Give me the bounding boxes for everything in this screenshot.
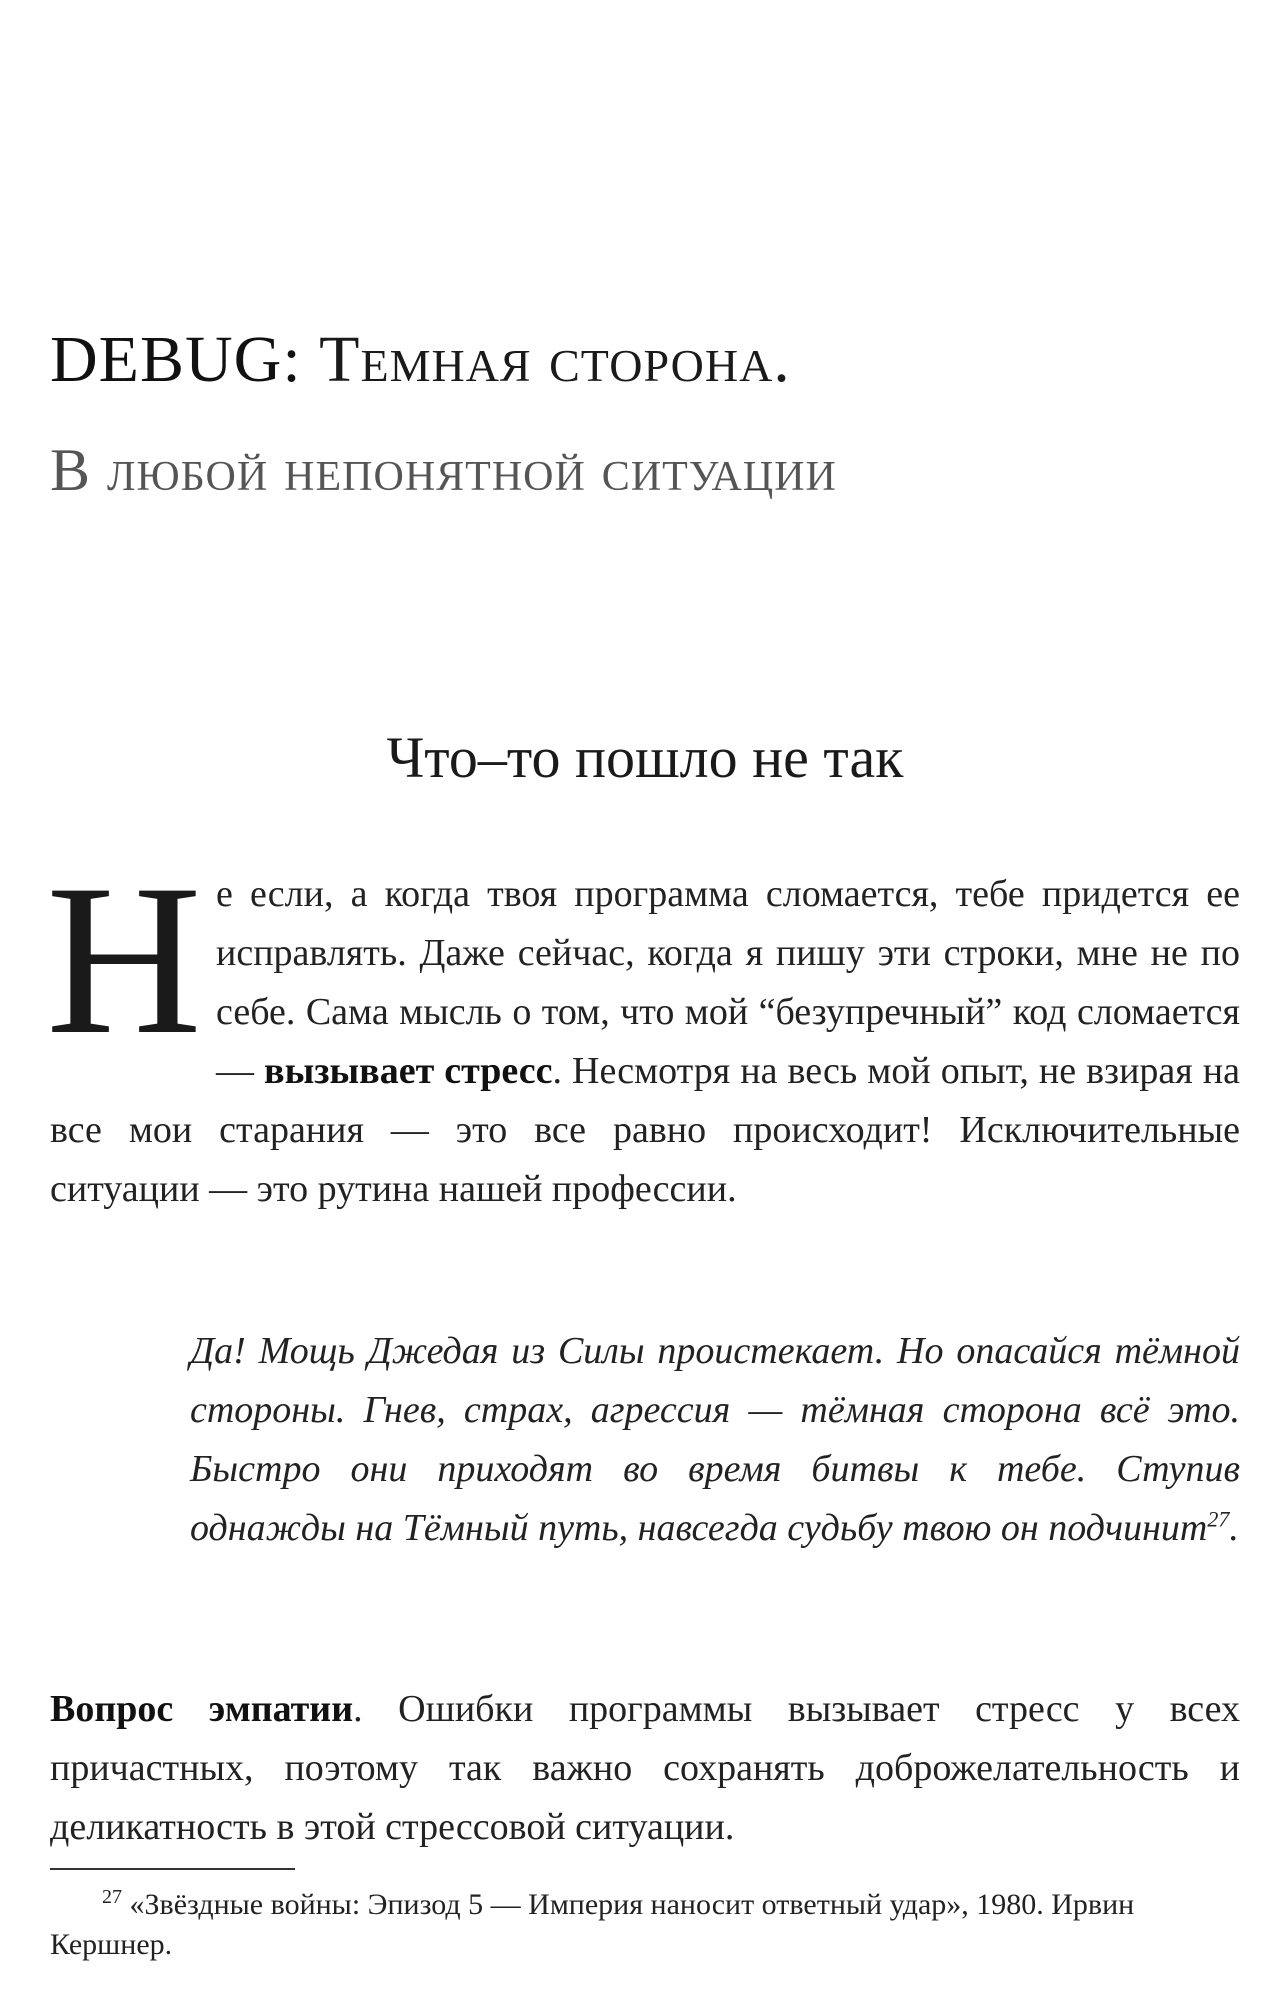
empathy-bold-lead: Вопрос эмпатии (50, 1688, 354, 1730)
intro-paragraph (46, 840, 1240, 1219)
intro-text-end: . Несмотря на весь мой опыт, не взирая на все мои старания — это все равно происходит! Исключительные ситуации — это рутина нашей профессии. (50, 1050, 1240, 1210)
intro-bold-phrase: вызывает стресс (264, 1050, 553, 1092)
drop-cap: Н (46, 840, 202, 1079)
empathy-paragraph (50, 1680, 1240, 1857)
footnote-divider (50, 1868, 295, 1870)
intro-text-start: е если, а когда твоя программа сломается, тебе придется ее исправлять. Даже сейчас, когда я пишу эти строки, мне не по себе. Сама мысль о том, что мой “безупречный” код сломается — (216, 873, 1240, 1092)
footnote (50, 1885, 1240, 1965)
chapter-subtitle: В любой непонятной ситуации (50, 437, 837, 503)
book-page (46, 0, 1241, 2000)
footnote-text: «Звёздные войны: Эпизод 5 — Империя наносит ответный удар», 1980. Ирвин Кершнер. (50, 1888, 1135, 1961)
chapter-title (50, 318, 1240, 402)
section-heading: Что–то пошло не так (386, 725, 904, 790)
footnote-number: 27 (102, 1886, 122, 1908)
quote-end: . (1229, 1507, 1239, 1549)
epigraph-quote (190, 1322, 1240, 1558)
chapter-title-keyword: DEBUG: (50, 323, 302, 396)
footnote-reference[interactable]: 27 (1207, 1506, 1230, 1532)
quote-text: Да! Мощь Джедая из Силы проистекает. Но опасайся тёмной стороны. Гнев, страх, агрессия — тёмная сторона всё это. Быстро они приходят во время битвы к тебе. Ступив однажды на Тёмный путь, навсегда судьбу твою он подчинит (190, 1330, 1240, 1549)
chapter-title-text: Темная сторона. (301, 323, 791, 396)
empathy-text: . Ошибки программы вызывает стресс у всех причастных, поэтому так важно сохранять доброжелательность и деликатность в этой стрессовой ситуации. (50, 1688, 1241, 1848)
